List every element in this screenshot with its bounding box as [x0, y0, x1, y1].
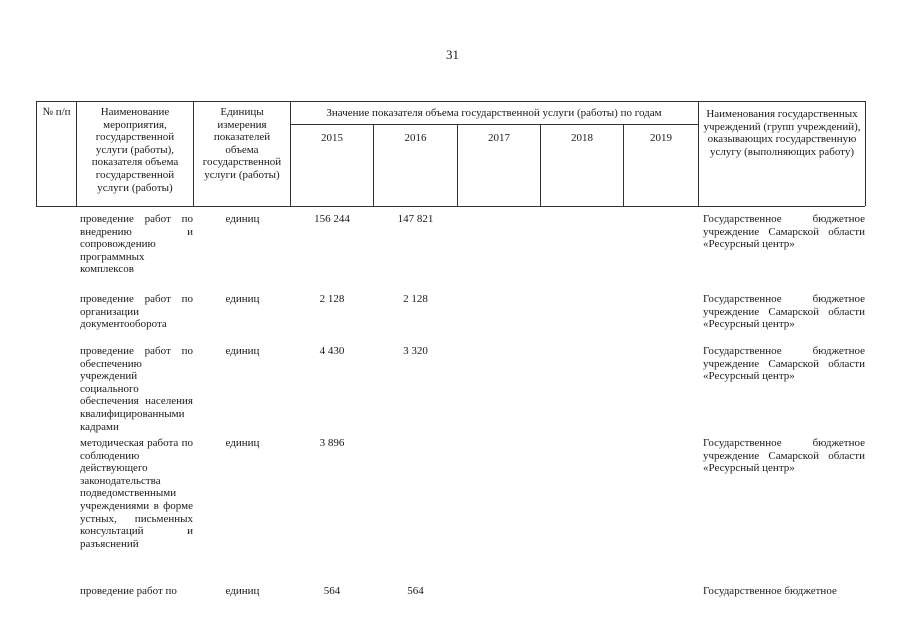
header-year-2015: 2015	[321, 132, 343, 144]
row-unit: единиц	[225, 345, 260, 357]
border-num	[76, 101, 77, 206]
row-name: проведение работ по внедрению и сопровождению программных комплексов	[80, 213, 193, 276]
row-name: проведение работ по организации документооборота	[80, 293, 193, 331]
header-year-2017: 2017	[488, 132, 510, 144]
border-2019	[698, 101, 699, 206]
border-right	[865, 101, 866, 206]
row-value-2015: 4 430	[319, 345, 345, 357]
border-name	[193, 101, 194, 206]
row-value-2016: 564	[407, 585, 424, 597]
row-unit: единиц	[225, 437, 260, 449]
row-name: методическая работа по соблюдению действующего законодательства подведомственными учреждениями в форме устных, письменных консультаций и разъяснений	[80, 437, 193, 550]
row-value-2015: 156 244	[314, 213, 350, 225]
years-divider	[290, 124, 698, 125]
row-value-2016: 3 320	[403, 345, 428, 357]
row-value-2015: 2 128	[319, 293, 345, 305]
row-name: проведение работ по обеспечению учреждений социального обеспечения населения квалифицированными кадрами	[80, 345, 193, 433]
header-year-2016: 2016	[404, 132, 427, 144]
header-year-2019: 2019	[650, 132, 672, 144]
header-values: Значение показателя объема государственной услуги (работы) по годам	[326, 107, 662, 119]
row-value-2016: 2 128	[403, 293, 428, 305]
row-unit: единиц	[225, 213, 260, 225]
header-top-border	[36, 101, 865, 102]
row-value-2016: 147 821	[397, 213, 434, 225]
header-name: Наименование мероприятия, государственной услуги (работы), показателя объема государственной услуги (работы)	[91, 106, 179, 194]
page-number: 31	[446, 47, 459, 62]
row-unit: единиц	[225, 293, 260, 305]
header-num: № п/п	[42, 106, 71, 118]
row-value-2015: 564	[323, 585, 341, 597]
row-org: Государственное бюджетное	[703, 585, 837, 597]
row-name: проведение работ по	[80, 585, 177, 597]
header-bottom-border	[36, 206, 865, 207]
row-org: Государственное бюджетное учреждение Самарской области «Ресурсный центр»	[703, 293, 865, 331]
row-org: Государственное бюджетное учреждение Самарской области «Ресурсный центр»	[703, 437, 865, 475]
row-unit: единиц	[225, 585, 260, 597]
header-unit: Единицы измерения показателей объема государственной услуги (работы)	[202, 106, 282, 181]
row-value-2015: 3 896	[319, 437, 345, 449]
border-unit	[290, 101, 291, 206]
header-year-2018: 2018	[571, 132, 593, 144]
row-org: Государственное бюджетное учреждение Самарской области «Ресурсный центр»	[703, 213, 865, 251]
row-org: Государственное бюджетное учреждение Самарской области «Ресурсный центр»	[703, 345, 865, 383]
header-org: Наименования государственных учреждений (групп учреждений), оказывающих государственную услугу (выполняющих работу)	[703, 108, 861, 158]
